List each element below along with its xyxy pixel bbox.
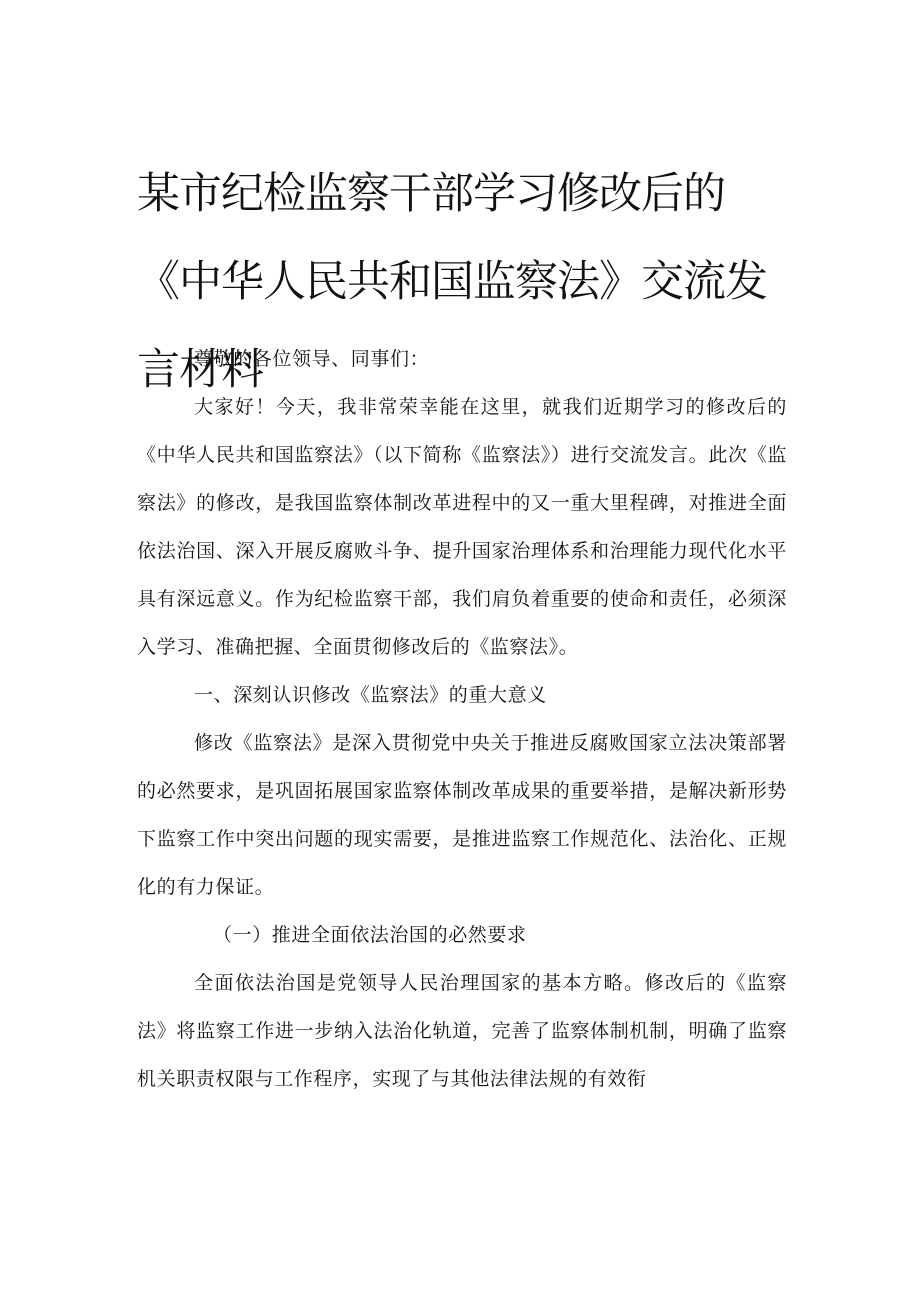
subsection-heading: （一）推进全面依法治国的必然要求 <box>213 924 527 946</box>
intro-paragraph: 大家好！今天，我非常荣幸能在这里，就我们近期学习的修改后的《中华人民共和国监察法》（以下简称《监察法》）进行交流发言。此次《监察法》的修改，是我国监察体制改革进程中的又一重大里程碑，对推进全面依法治国、深入开展反腐败斗争、提升国家治理体系和治理能力现代化水平具有深远意义。作为纪检监察干部，我们肩负着重要的使命和责任，必须深入学习、准确把握、全面贯彻修改后的《监察法》。 <box>137 396 787 658</box>
subsection-paragraph: 全面依法治国是党领导人民治理国家的基本方略。修改后的《监察法》将监察工作进一步纳入法治化轨道，完善了监察体制机制，明确了监察机关职责权限与工作程序，实现了与其他法律法规的有效衔 <box>137 972 787 1090</box>
section-paragraph: 修改《监察法》是深入贯彻党中央关于推进反腐败国家立法决策部署的必然要求，是巩固拓展国家监察体制改革成果的重要举措，是解决新形势下监察工作中突出问题的现实需要，是推进监察工作规范化、法治化、正规化的有力保证。 <box>137 732 787 898</box>
salutation: 尊敬的各位领导、同事们： <box>194 348 430 370</box>
section-heading: 一、深刻认识修改《监察法》的重大意义 <box>194 684 547 706</box>
document-title: 某市纪检监察干部学习修改后的《中华人民共和国监察法》交流发言材料 <box>137 169 767 395</box>
document-body <box>137 335 787 1103</box>
